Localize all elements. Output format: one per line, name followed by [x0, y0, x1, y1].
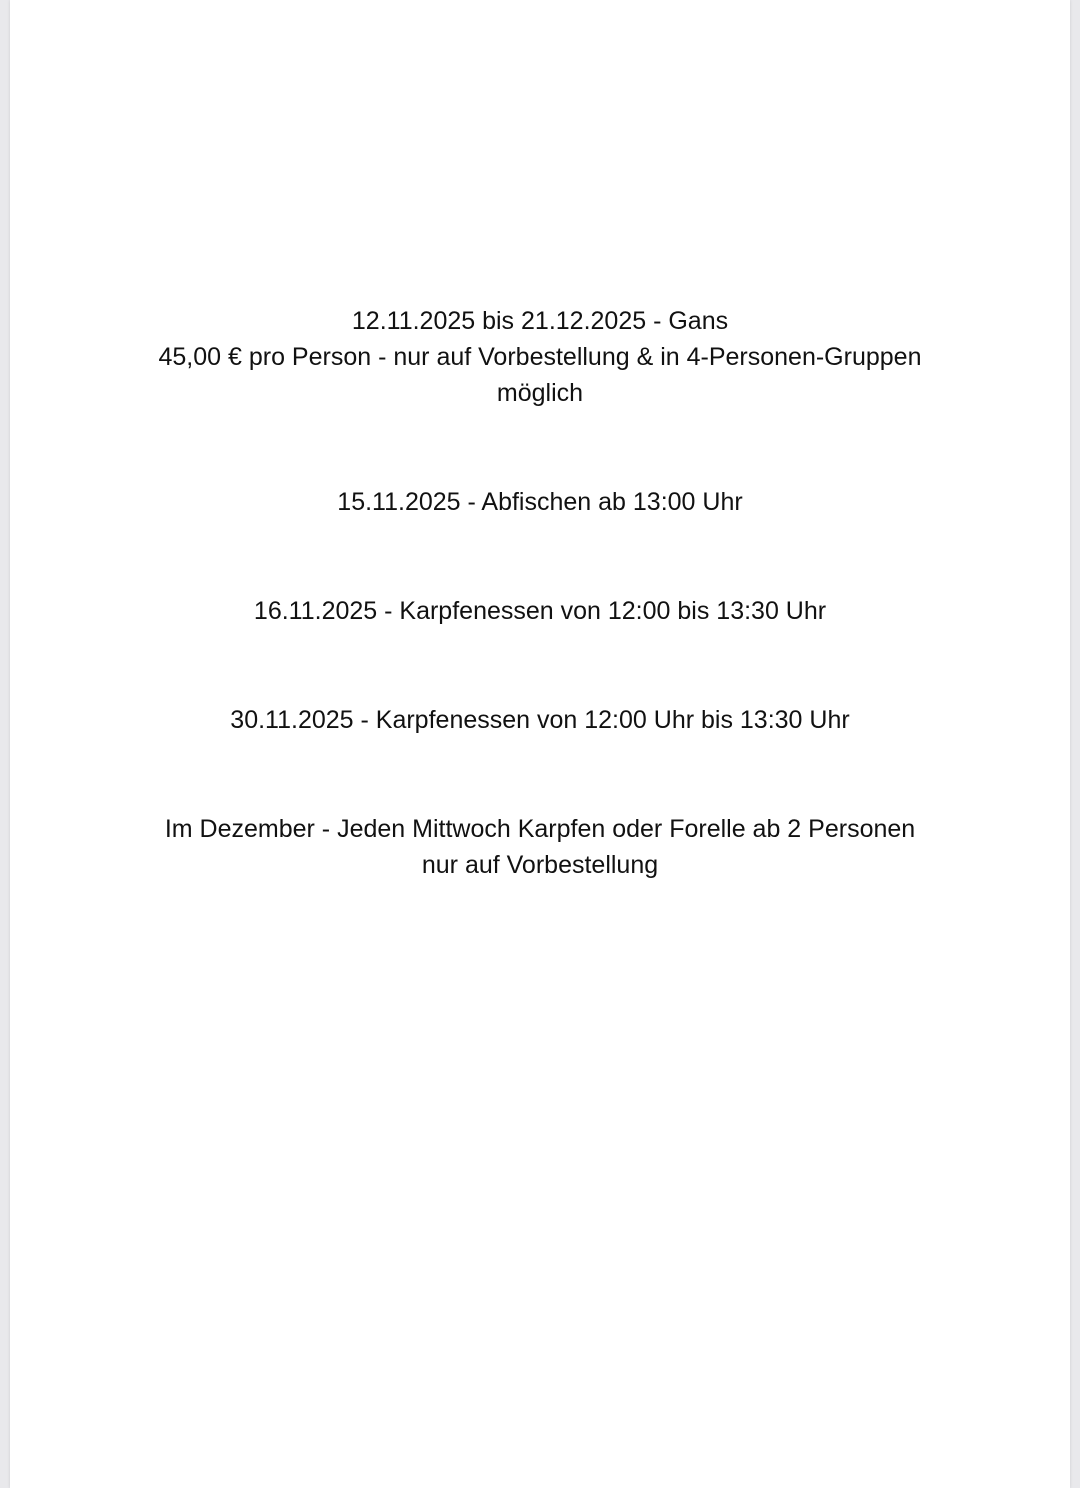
- spacer: [10, 629, 1070, 702]
- spacer: [10, 520, 1070, 593]
- spacer: [10, 411, 1070, 484]
- spacer: [10, 738, 1070, 811]
- event-karpfenessen-16: [10, 593, 1070, 629]
- event-text-line: 12.11.2025 bis 21.12.2025 - Gans: [351, 307, 729, 335]
- event-karpfenessen-30: [10, 702, 1070, 738]
- event-gans: [10, 303, 1070, 411]
- event-text-line: 45,00 € pro Person - nur auf Vorbestellung & in 4-Personen-Gruppen: [158, 343, 922, 371]
- event-text-line: 15.11.2025 - Abfischen ab 13:00 Uhr: [337, 488, 743, 516]
- event-text-line: nur auf Vorbestellung: [421, 851, 659, 879]
- event-text-line: Im Dezember - Jeden Mittwoch Karpfen oder Forelle ab 2 Personen: [164, 815, 916, 843]
- event-text-line: 16.11.2025 - Karpfenessen von 12:00 bis 13:30 Uhr: [253, 597, 827, 625]
- event-abfischen: [10, 484, 1070, 520]
- event-text-line: möglich: [496, 379, 584, 407]
- event-text-line: 30.11.2025 - Karpfenessen von 12:00 Uhr bis 13:30 Uhr: [230, 706, 850, 734]
- document-page: [10, 0, 1070, 1488]
- event-list: [10, 303, 1070, 883]
- event-dezember: [10, 811, 1070, 883]
